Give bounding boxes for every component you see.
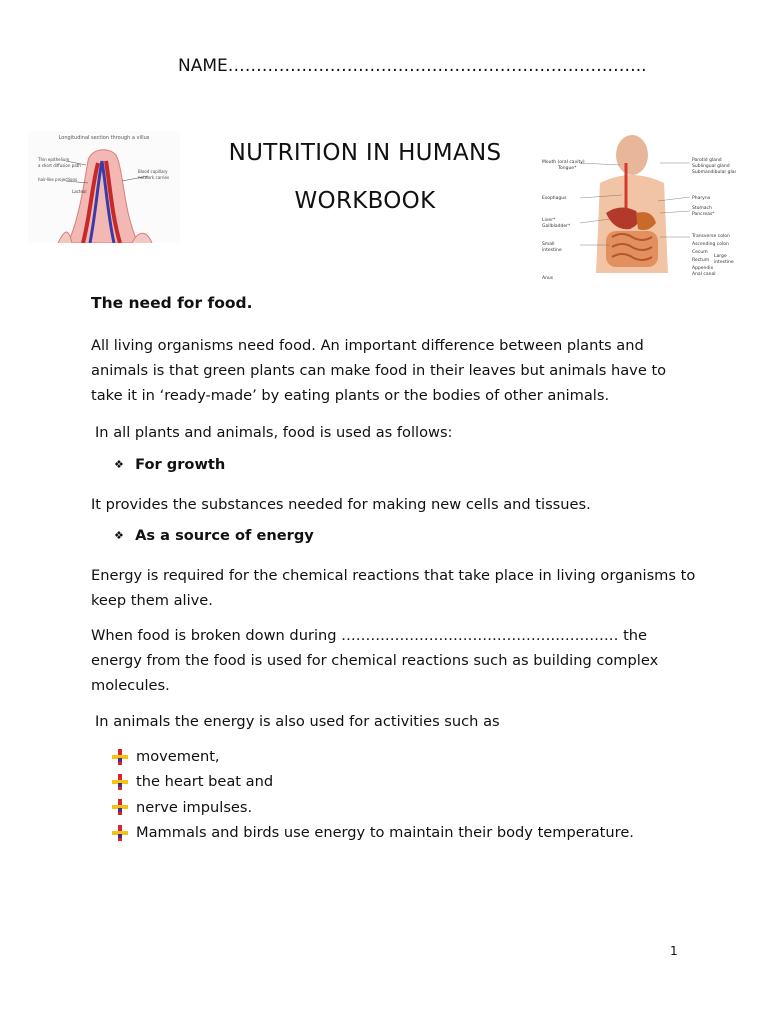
svg-text:Appendix: Appendix [692,266,714,271]
list-item: the heart beat and [112,769,634,794]
paragraph-food-uses: In all plants and animals, food is used as follows: [95,424,453,441]
svg-text:hair-like projections: hair-like projections [38,177,78,182]
svg-text:network carries: network carries [138,175,170,180]
svg-text:Parotid gland: Parotid gland [692,158,722,163]
document-title: NUTRITION IN HUMANS [228,140,502,166]
paragraph-intro: All living organisms need food. An important difference between plants and animals is that green plants can make food in their leaves but animals have to take it in ‘ready-made’ by eating plants or the bodies of other animals. [91,337,667,404]
svg-text:Sublingual gland: Sublingual gland [692,164,730,169]
paragraph-activities: In animals the energy is also used for activities such as [95,713,500,730]
bullet-growth [114,456,225,473]
document-subtitle: WORKBOOK [294,188,436,214]
list-item: movement, [112,744,634,769]
paragraph-energy: Energy is required for the chemical reactions that take place in living organisms to keep them alive. [91,567,696,609]
digestive-system-diagram-icon [540,133,736,285]
svg-text:Anal canal: Anal canal [692,272,716,277]
list-item: nerve impulses. [112,795,634,820]
cross-bullet-icon [112,825,130,841]
svg-text:Tongue*: Tongue* [558,166,577,171]
svg-text:Pharynx: Pharynx [692,196,711,201]
svg-text:Esophagus: Esophagus [542,196,567,201]
diamond-bullet-icon: ❖ [114,458,124,471]
villus-diagram-icon [28,131,180,243]
svg-text:Lacteal: Lacteal [72,189,87,194]
section-heading: The need for food. [91,294,253,312]
svg-text:Small: Small [542,242,555,247]
svg-text:Mouth (oral cavity): Mouth (oral cavity) [542,160,585,165]
name-field-line: NAME……………………………………………………………….. [178,56,647,76]
svg-text:Anus: Anus [542,276,554,281]
svg-text:Liver*: Liver* [542,218,556,223]
svg-text:intestine: intestine [542,248,562,253]
svg-text:Large: Large [714,254,727,259]
svg-text:Rectum: Rectum [692,258,710,263]
activities-list [112,744,634,845]
diamond-bullet-icon: ❖ [114,529,124,542]
cross-bullet-icon [112,774,130,790]
cross-bullet-icon [112,799,130,815]
svg-text:Stomach: Stomach [692,206,712,211]
paragraph-fill-blank: When food is broken down during ………………………………………………… the energy from the food is used for chemical reactions such as building complex molecules. [91,627,659,694]
svg-text:Transverse colon: Transverse colon [692,234,730,239]
svg-text:intestine: intestine [714,260,734,265]
svg-text:Gallbladder*: Gallbladder* [542,224,571,229]
cross-bullet-icon [112,749,130,765]
svg-text:Ascending colon: Ascending colon [692,242,729,247]
svg-text:Cecum: Cecum [692,250,708,255]
villus-caption: Longitudinal section through a villus [58,135,150,141]
svg-text:Thin epithelium: Thin epithelium [38,157,70,162]
svg-text:a short diffusion path: a short diffusion path [38,163,81,168]
svg-text:Submandibular gland: Submandibular gland [692,170,736,175]
bullet-growth-label: For growth [135,456,226,473]
bullet-energy [114,527,314,544]
bullet-energy-label: As a source of energy [135,527,314,544]
svg-text:Blood capillary: Blood capillary [138,169,168,174]
page-number: 1 [670,944,678,958]
list-item: Mammals and birds use energy to maintain their body temperature. [112,820,634,845]
svg-text:Pancreas*: Pancreas* [692,212,715,217]
paragraph-growth: It provides the substances needed for making new cells and tissues. [91,496,591,513]
